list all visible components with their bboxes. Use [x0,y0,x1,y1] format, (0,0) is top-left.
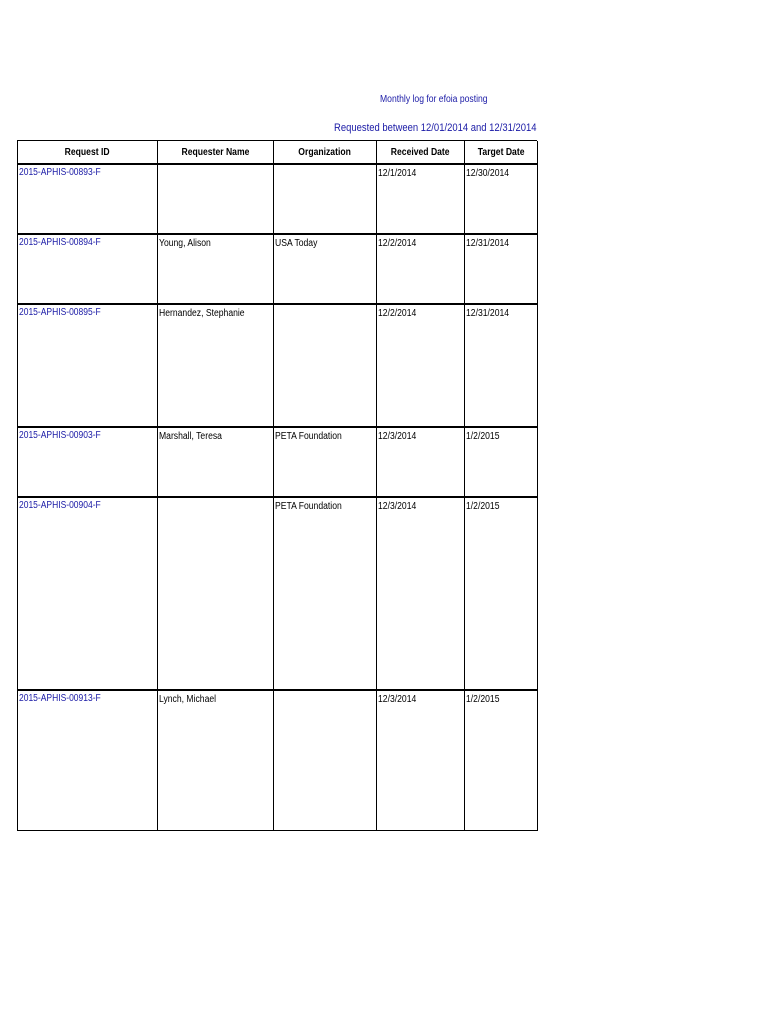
organization-cell [274,304,377,427]
table-header-row [18,141,538,164]
requester-name-cell: Marshall, Teresa [158,427,274,497]
column-header-received-date: Received Date [377,141,465,164]
received-date-cell: 12/2/2014 [377,234,465,304]
requester-name-cell [158,164,274,234]
table-row [18,304,538,427]
date-range-subtitle: Requested between 12/01/2014 and 12/31/2014 [334,122,537,134]
request-id-cell: 2015-APHIS-00903-F [18,427,158,497]
organization-cell: PETA Foundation [274,427,377,497]
organization-cell [274,690,377,830]
requester-name-cell [158,497,274,690]
table-row [18,690,538,830]
target-date-cell: 1/2/2015 [465,427,538,497]
received-date-cell: 12/3/2014 [377,427,465,497]
requester-name-cell: Lynch, Michael [158,690,274,830]
organization-cell: USA Today [274,234,377,304]
target-date-cell: 12/30/2014 [465,164,538,234]
target-date-cell: 12/31/2014 [465,234,538,304]
table-row [18,164,538,234]
received-date-cell: 12/3/2014 [377,497,465,690]
request-log-table [17,141,538,831]
column-header-target-date: Target Date [465,141,538,164]
table-row [18,497,538,690]
organization-cell [274,164,377,234]
subtitle-container [334,122,538,138]
requester-name-cell: Hernandez, Stephanie [158,304,274,427]
received-date-cell: 12/1/2014 [377,164,465,234]
organization-cell: PETA Foundation [274,497,377,690]
column-header-requester-name: Requester Name [158,141,274,164]
column-header-request-id: Request ID [18,141,158,164]
received-date-cell: 12/2/2014 [377,304,465,427]
request-id-cell: 2015-APHIS-00913-F [18,690,158,830]
received-date-cell: 12/3/2014 [377,690,465,830]
table-row [18,427,538,497]
request-id-cell: 2015-APHIS-00894-F [18,234,158,304]
request-id-cell: 2015-APHIS-00895-F [18,304,158,427]
column-header-organization: Organization [274,141,377,164]
request-id-cell: 2015-APHIS-00904-F [18,497,158,690]
target-date-cell: 12/31/2014 [465,304,538,427]
target-date-cell: 1/2/2015 [465,497,538,690]
page-title: Monthly log for efoia posting [380,94,488,105]
target-date-cell: 1/2/2015 [465,690,538,830]
table-row [18,234,538,304]
requester-name-cell: Young, Alison [158,234,274,304]
request-id-cell: 2015-APHIS-00893-F [18,164,158,234]
